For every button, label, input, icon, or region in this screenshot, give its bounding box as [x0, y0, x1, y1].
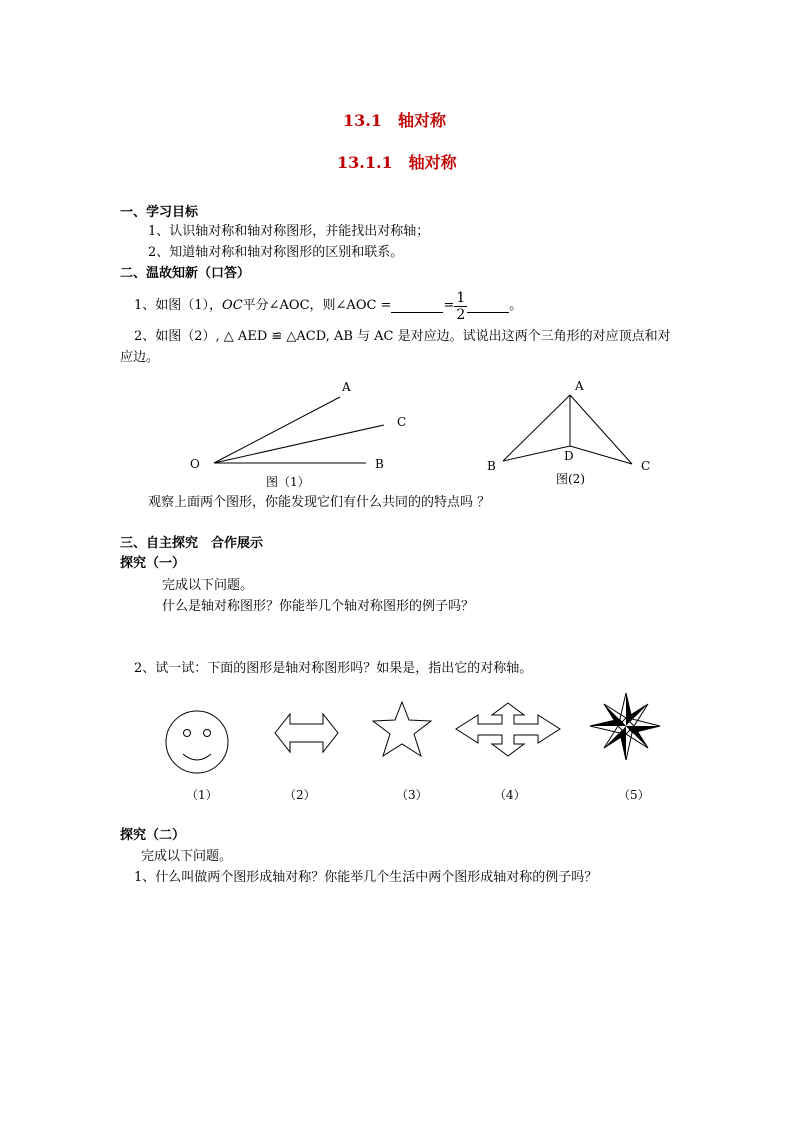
fig2-label-B: B — [487, 459, 496, 473]
star-icon — [373, 702, 431, 756]
question-2-line2: 应边。 — [120, 350, 160, 365]
explore1-heading: 探究（一） — [120, 556, 186, 571]
fig1-label-O: O — [190, 457, 200, 471]
shape-label-4: （4） — [494, 788, 526, 802]
fig1-caption: 图（1） — [266, 475, 310, 489]
explore2-heading: 探究（二） — [120, 828, 186, 843]
section1-item: 2、知道轴对称和轴对称图形的区别和联系。 — [148, 245, 404, 260]
fig2-label-D: D — [564, 449, 574, 463]
double-arrow-icon — [275, 714, 338, 752]
section1-item: 1、认识轴对称和轴对称图形，并能找出对称轴； — [148, 224, 430, 239]
fig1-label-B: B — [375, 457, 384, 471]
shape-label-2: （2） — [284, 788, 316, 802]
fraction-denominator: 2 — [456, 306, 466, 323]
explore1-line2: 什么是轴对称图形？你能举几个轴对称图形的例子吗？ — [162, 599, 475, 614]
fig2-label-C: C — [641, 459, 651, 473]
explore1-line1: 完成以下问题。 — [162, 578, 254, 593]
observe-question: 观察上面两个图形，你能发现它们有什么共同的的特点吗 ？ — [148, 495, 491, 510]
smiley-face-icon — [166, 711, 228, 773]
q1-end: 。 — [509, 298, 523, 313]
page-subtitle: 13.1.1 轴对称 — [337, 153, 457, 172]
fraction-numerator: 1 — [456, 289, 466, 306]
q1-mid: 平分∠AOC，则∠AOC = — [242, 298, 392, 313]
q1-oc: OC — [222, 298, 243, 313]
q1-equals: = — [443, 298, 455, 313]
fig2-label-A: A — [575, 379, 584, 393]
q1-prefix: 1、如图（1）， — [134, 298, 223, 313]
shape-label-1: （1） — [186, 788, 218, 802]
fig1-label-C: C — [397, 415, 407, 429]
explore2-line1: 完成以下问题。 — [141, 849, 233, 864]
four-way-arrow-icon — [456, 703, 560, 756]
fig2-caption: 图(2) — [556, 472, 585, 486]
question-2-line1: 2、如图（2）, △ AED ≌ △ACD, AB 与 AC 是对应边。试说出这两个三角形的对应顶点和对 — [134, 329, 671, 344]
section2-heading: 二、温故知新（口答） — [120, 266, 251, 281]
fig1-label-A: A — [342, 380, 351, 394]
explore1-question-2: 2、试一试：下面的图形是轴对称图形吗？如果是，指出它的对称轴。 — [134, 661, 533, 676]
explore2-line2: 1、什么叫做两个图形成轴对称？你能举几个生活中两个图形成轴对称的例子吗？ — [134, 870, 598, 885]
section1-heading: 一、学习目标 — [120, 205, 199, 220]
shape-label-5: （5） — [618, 788, 650, 802]
compass-star-icon — [590, 693, 660, 760]
shape-label-3: （3） — [396, 788, 428, 802]
page-title: 13.1 轴对称 — [343, 111, 446, 130]
section3-heading: 三、自主探究 合作展示 — [120, 536, 264, 551]
